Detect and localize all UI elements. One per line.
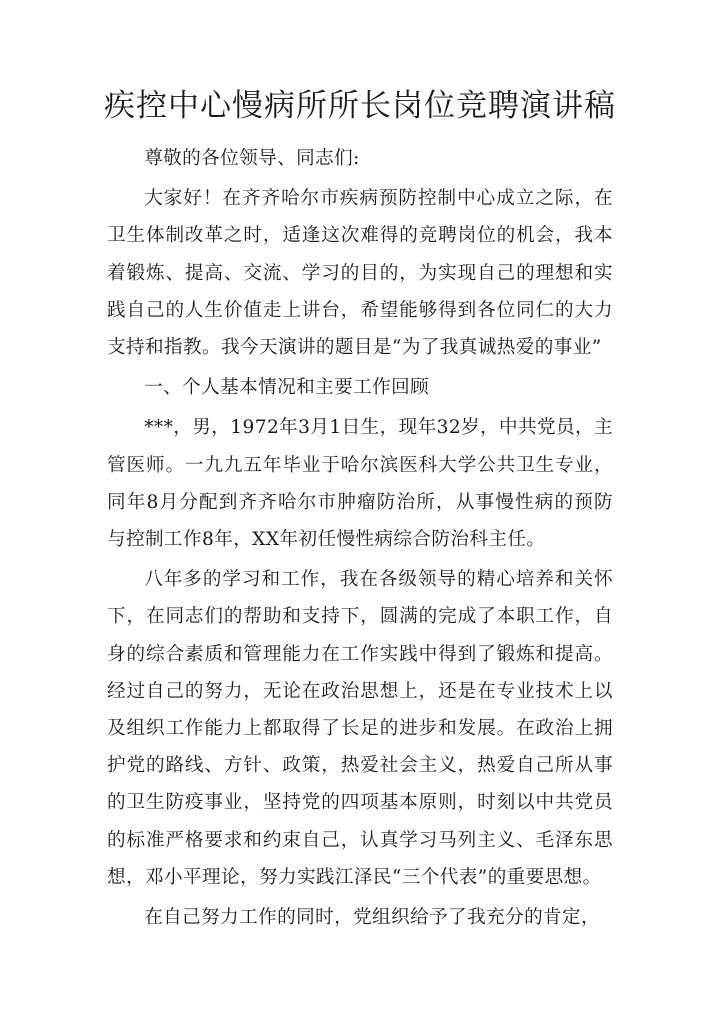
section-heading: 一、个人基本情况和主要工作回顾	[144, 377, 430, 399]
salutation-paragraph: 尊敬的各位领导、同志们:	[144, 148, 360, 169]
opening-paragraph: 大家好！在齐齐哈尔市疾病预防控制中心成立之际，在卫生体制改革之时，适逢这次难得的竞聘岗位的机会，我本着锻炼、提高、交流、学习的目的，为实现自己的理想和实践自己的人生价值走上讲台，希望能够得到各位同仁的大力支持和指教。我今天演讲的题目是“为了我真诚热爱的事业”	[107, 188, 613, 359]
document-body	[107, 140, 613, 939]
document-title: 疾控中心慢病所所长岗位竞聘演讲稿	[104, 88, 616, 124]
personal-info-paragraph: ***，男，1972年3月1日生，现年32岁，中共党员，主管医师。一九九五年毕业于哈尔滨医科大学公共卫生专业，同年8月分配到齐齐哈尔市肿瘤防治所，从事慢性病的预防与控制工作8年，XX年初任慢性病综合防治科主任。	[107, 417, 614, 551]
continuation-paragraph: 在自己努力工作的同时，党组织给予了我充分的肯定，	[144, 907, 601, 929]
work-review-paragraph: 八年多的学习和工作，我在各级领导的精心培养和关怀下，在同志们的帮助和支持下，圆满的完成了本职工作，自身的综合素质和管理能力在工作实践中得到了锻炼和提高。经过自己的努力，无论在政治思想上，还是在专业技术上以及组织工作能力上都取得了长足的进步和发展。在政治上拥护党的路线、方针、政策，热爱社会主义，热爱自己所从事的卫生防疫事业，坚持党的四项基本原则，时刻以中共党员的标准严格要求和约束自己，认真学习马列主义、毛泽东思想，邓小平理论，努力实践江泽民“三个代表”的重要思想。	[107, 569, 613, 888]
